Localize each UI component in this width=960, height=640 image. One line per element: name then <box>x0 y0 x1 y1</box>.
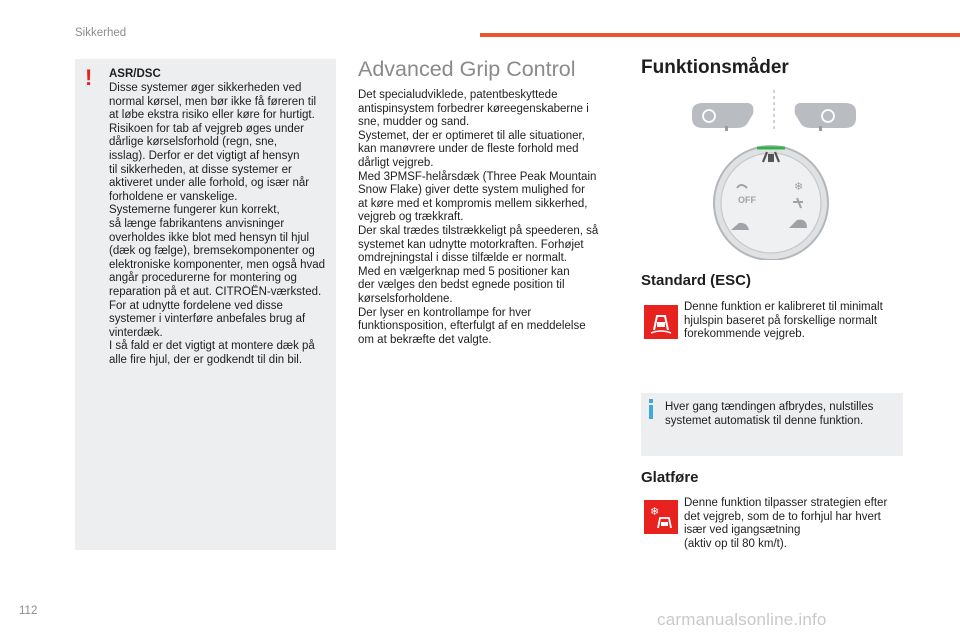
info-icon <box>649 399 653 419</box>
agc-text: Det specialudviklede, patentbeskyttede antispinsystem forbedrer køreegenskaberne i sne, mudder og sand. Systemet, der er optimeret til alle situationer, kan manøvrere under de fleste forhold med dårligt vejgreb. Med 3PMSF-helårsdæk (Three Peak Mountain Snow Flake) giver dette system mulighed for at køre med et kompromis mellem sikkerhed, vejgreb og trækkraft. Der skal trædes tilstrækkeligt på speederen, så systemet kan udnytte motorkraften. Forhøjet omdrejningstal i disse tilfælde er normalt. Med en vælgerknap med 5 positioner kan der vælges den bedst egnede position til kørselsforholdene. Der lyser en kontrollampe for hver funktionsposition, efterfulgt af en meddelelse om at bekræfte det valgte. <box>358 89 599 346</box>
page-number: 112 <box>19 605 38 617</box>
agc-heading: Advanced Grip Control <box>358 57 576 81</box>
snow-mode-icon <box>644 500 678 534</box>
standard-heading: Standard (ESC) <box>641 272 752 289</box>
mirror-right-icon <box>795 103 856 131</box>
standard-esc-icon <box>644 305 678 339</box>
mirror-left-icon <box>692 103 753 131</box>
warning-exclamation-icon: ! <box>85 65 93 90</box>
modes-heading: Funktionsmåder <box>641 57 789 78</box>
watermark: carmanualsonline.info <box>657 610 827 629</box>
header-accent-bar <box>480 33 960 37</box>
info-text: Hver gang tændingen afbrydes, nulstilles systemet automatisk til denne funktion. <box>665 401 874 427</box>
knob-off-label: OFF <box>738 195 756 205</box>
info-box <box>641 393 903 456</box>
standard-text: Denne funktion er kalibreret til minimalt hjulspin baseret på forskellige normalt forekommende vejgreb. <box>684 301 883 341</box>
mode-selector-knob <box>714 146 828 260</box>
grip-control-knob-illustration <box>689 90 859 260</box>
svg-text:❄: ❄ <box>650 505 660 518</box>
section-header: Sikkerhed <box>75 27 127 39</box>
glatfore-heading: Glatføre <box>641 469 699 486</box>
svg-text:❄: ❄ <box>794 180 804 193</box>
warning-title: ASR/DSC <box>109 68 161 80</box>
glatfore-text: Denne funktion tilpasser strategien efter det vejgreb, som de to forhjul har hvert især ved igangsætning (aktiv op til 80 km/t). <box>684 497 888 550</box>
warning-text: Disse systemer øger sikkerheden ved normal kørsel, men bør ikke få føreren til at løbe ekstra risiko eller køre for hurtigt. Risikoen for tab af vejgreb øges under dårlige kørselsforhold (regn, sne, isslag). Derfor er det vigtigt af hensyn til sikkerheden, at disse systemer er aktiveret under alle forhold, og især når forholdene er vanskelige. Systemerne fungerer kun korrekt, så længe fabrikantens anvisninger overholdes ikke blot med hensyn til hjul (dæk og fælge), bremsekomponenter og elektroniske komponenter, men også hvad angår procedurerne for montering og reparation på et aut. CITROËN-værksted. For at udnytte fordelene ved disse systemer i vinterføre anbefales brug af vinterdæk. I så fald er det vigtigt at montere dæk på alle fire hjul, der er godkendt til din bil. <box>109 82 326 366</box>
warning-box <box>75 59 336 550</box>
